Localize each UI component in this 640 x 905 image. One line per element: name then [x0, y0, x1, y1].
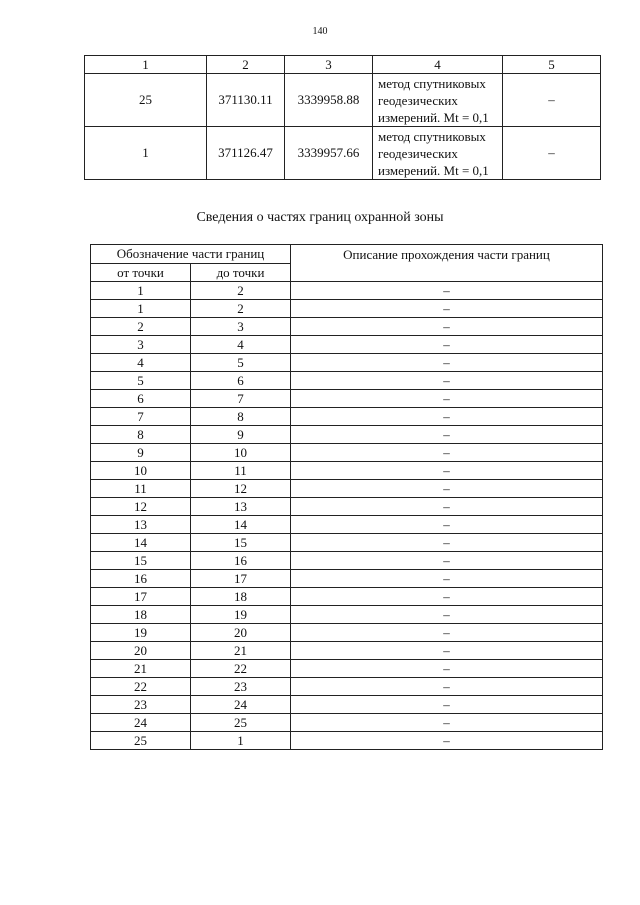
- column-number-5: 5: [503, 56, 601, 74]
- description-cell: –: [291, 390, 603, 408]
- boundary-part-designation-header: Обозначение части границ: [91, 245, 291, 264]
- description-cell: –: [291, 300, 603, 318]
- boundary-part-row: [91, 696, 603, 714]
- to-point-cell: 4: [191, 336, 291, 354]
- description-cell: –: [291, 372, 603, 390]
- description-cell: –: [291, 426, 603, 444]
- boundary-part-row: [91, 318, 603, 336]
- to-point-cell: 12: [191, 480, 291, 498]
- parts-header-row: [91, 245, 603, 264]
- to-point-cell: 1: [191, 732, 291, 750]
- from-point-cell: 22: [91, 678, 191, 696]
- from-point-header: от точки: [91, 264, 191, 282]
- from-point-cell: 2: [91, 318, 191, 336]
- boundary-part-row: [91, 498, 603, 516]
- description-cell: –: [291, 408, 603, 426]
- description-cell: –: [291, 660, 603, 678]
- boundary-part-row: [91, 624, 603, 642]
- boundary-part-row: [91, 408, 603, 426]
- coordinates-header-row: [85, 56, 601, 74]
- from-point-cell: 3: [91, 336, 191, 354]
- boundary-part-row: [91, 480, 603, 498]
- boundary-part-row: [91, 552, 603, 570]
- column-number-2: 2: [207, 56, 285, 74]
- point-number-cell: 1: [85, 127, 207, 180]
- from-point-cell: 1: [91, 282, 191, 300]
- description-cell: –: [291, 732, 603, 750]
- description-cell: –: [291, 606, 603, 624]
- note-cell: –: [503, 127, 601, 180]
- description-cell: –: [291, 624, 603, 642]
- boundary-part-row: [91, 606, 603, 624]
- from-point-cell: 16: [91, 570, 191, 588]
- description-cell: –: [291, 516, 603, 534]
- method-cell: [373, 127, 503, 180]
- to-point-cell: 25: [191, 714, 291, 732]
- boundary-part-row: [91, 732, 603, 750]
- to-point-cell: 3: [191, 318, 291, 336]
- to-point-cell: 9: [191, 426, 291, 444]
- boundary-part-row: [91, 372, 603, 390]
- from-point-cell: 1: [91, 300, 191, 318]
- coordinates-table: [84, 55, 601, 180]
- point-number-cell: 25: [85, 74, 207, 127]
- from-point-cell: 20: [91, 642, 191, 660]
- description-cell: –: [291, 678, 603, 696]
- from-point-cell: 21: [91, 660, 191, 678]
- from-point-cell: 11: [91, 480, 191, 498]
- method-line: измерений. Mt = 0,1: [378, 109, 489, 125]
- boundary-part-row: [91, 354, 603, 372]
- from-point-cell: 8: [91, 426, 191, 444]
- boundary-part-row: [91, 588, 603, 606]
- description-cell: –: [291, 462, 603, 480]
- method-line: измерений. Mt = 0,1: [378, 162, 489, 178]
- boundary-part-row: [91, 678, 603, 696]
- from-point-cell: 25: [91, 732, 191, 750]
- to-point-cell: 16: [191, 552, 291, 570]
- method-cell: [373, 74, 503, 127]
- to-point-cell: 8: [191, 408, 291, 426]
- description-cell: –: [291, 714, 603, 732]
- description-cell: –: [291, 534, 603, 552]
- note-cell: –: [503, 74, 601, 127]
- to-point-cell: 2: [191, 300, 291, 318]
- from-point-cell: 15: [91, 552, 191, 570]
- to-point-cell: 6: [191, 372, 291, 390]
- boundary-part-row: [91, 462, 603, 480]
- from-point-cell: 7: [91, 408, 191, 426]
- boundary-description-header: Описание прохождения части границ: [291, 245, 603, 282]
- y-coordinate-cell: 3339958.88: [285, 74, 373, 127]
- to-point-cell: 5: [191, 354, 291, 372]
- from-point-cell: 19: [91, 624, 191, 642]
- boundary-part-row: [91, 516, 603, 534]
- boundary-parts-table: [90, 244, 603, 750]
- to-point-cell: 15: [191, 534, 291, 552]
- boundary-part-row: [91, 660, 603, 678]
- to-point-cell: 19: [191, 606, 291, 624]
- description-cell: –: [291, 552, 603, 570]
- x-coordinate-cell: 371130.11: [207, 74, 285, 127]
- description-cell: –: [291, 696, 603, 714]
- to-point-cell: 18: [191, 588, 291, 606]
- description-cell: –: [291, 444, 603, 462]
- description-cell: –: [291, 588, 603, 606]
- description-cell: –: [291, 318, 603, 336]
- from-point-cell: 14: [91, 534, 191, 552]
- to-point-cell: 17: [191, 570, 291, 588]
- description-cell: –: [291, 480, 603, 498]
- from-point-cell: 6: [91, 390, 191, 408]
- x-coordinate-cell: 371126.47: [207, 127, 285, 180]
- boundary-part-row: [91, 336, 603, 354]
- boundary-part-row: [91, 426, 603, 444]
- from-point-cell: 12: [91, 498, 191, 516]
- boundary-part-row: [91, 444, 603, 462]
- to-point-cell: 13: [191, 498, 291, 516]
- method-line: метод спутниковых: [378, 75, 486, 91]
- boundary-part-row: [91, 282, 603, 300]
- to-point-cell: 24: [191, 696, 291, 714]
- to-point-cell: 7: [191, 390, 291, 408]
- from-point-cell: 24: [91, 714, 191, 732]
- description-cell: –: [291, 570, 603, 588]
- page-number: 140: [312, 26, 328, 37]
- from-point-cell: 5: [91, 372, 191, 390]
- to-point-cell: 11: [191, 462, 291, 480]
- coordinates-table-body: [85, 56, 601, 180]
- boundary-part-row: [91, 534, 603, 552]
- from-point-cell: 4: [91, 354, 191, 372]
- from-point-cell: 17: [91, 588, 191, 606]
- method-line: геодезических: [378, 145, 458, 161]
- column-number-1: 1: [85, 56, 207, 74]
- to-point-cell: 22: [191, 660, 291, 678]
- from-point-cell: 13: [91, 516, 191, 534]
- description-cell: –: [291, 336, 603, 354]
- section-title: Сведения о частях границ охранной зоны: [196, 210, 444, 225]
- to-point-header: до точки: [191, 264, 291, 282]
- description-cell: –: [291, 498, 603, 516]
- to-point-cell: 20: [191, 624, 291, 642]
- boundary-part-row: [91, 390, 603, 408]
- description-cell: –: [291, 354, 603, 372]
- column-number-3: 3: [285, 56, 373, 74]
- coordinates-row: [85, 74, 601, 127]
- method-line: геодезических: [378, 92, 458, 108]
- to-point-cell: 23: [191, 678, 291, 696]
- to-point-cell: 14: [191, 516, 291, 534]
- from-point-cell: 23: [91, 696, 191, 714]
- description-cell: –: [291, 282, 603, 300]
- boundary-parts-table-body: [91, 245, 603, 750]
- coordinates-row: [85, 127, 601, 180]
- column-number-4: 4: [373, 56, 503, 74]
- from-point-cell: 9: [91, 444, 191, 462]
- from-point-cell: 10: [91, 462, 191, 480]
- boundary-part-row: [91, 642, 603, 660]
- boundary-part-row: [91, 300, 603, 318]
- from-point-cell: 18: [91, 606, 191, 624]
- y-coordinate-cell: 3339957.66: [285, 127, 373, 180]
- boundary-part-row: [91, 570, 603, 588]
- description-cell: –: [291, 642, 603, 660]
- boundary-part-row: [91, 714, 603, 732]
- method-line: метод спутниковых: [378, 128, 486, 144]
- to-point-cell: 10: [191, 444, 291, 462]
- to-point-cell: 2: [191, 282, 291, 300]
- to-point-cell: 21: [191, 642, 291, 660]
